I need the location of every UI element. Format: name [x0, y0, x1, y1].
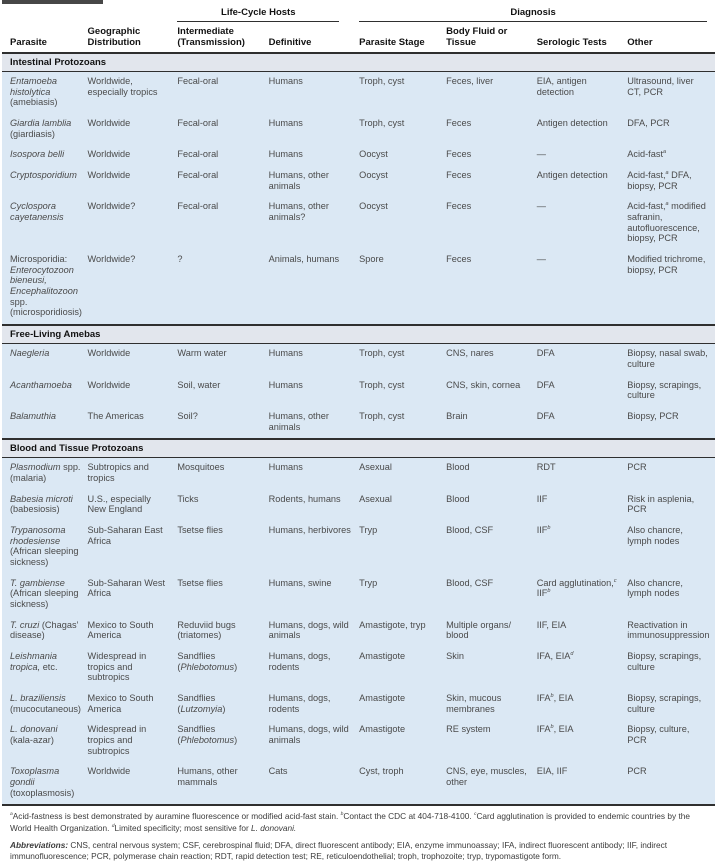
- column-header-body-fluid: Body Fluid or Tissue: [446, 22, 537, 53]
- table-cell: T. gambiense (African sleeping sickness): [2, 574, 88, 616]
- table-row: [2, 376, 715, 407]
- table-cell: Antigen detection: [537, 114, 628, 145]
- table-row: [2, 407, 715, 439]
- table-cell: —: [537, 197, 628, 250]
- table-cell: Amastigote: [359, 720, 446, 762]
- table-cell: EIA, IIF: [537, 762, 628, 805]
- table-cell: Cyclospora cayetanensis: [2, 197, 88, 250]
- section-header-row: [2, 439, 715, 458]
- table-cell: The Americas: [88, 407, 178, 439]
- table-cell: IIF: [537, 490, 628, 521]
- table-cell: RE system: [446, 720, 537, 762]
- table-cell: Skin, mucous membranes: [446, 689, 537, 720]
- table-cell: CNS, skin, cornea: [446, 376, 537, 407]
- table-cell: Blood: [446, 458, 537, 490]
- table-cell: Cats: [269, 762, 360, 805]
- table-cell: Multiple organs/ blood: [446, 616, 537, 647]
- table-row: [2, 166, 715, 197]
- table-cell: Naegleria: [2, 344, 88, 376]
- table-cell: Brain: [446, 407, 537, 439]
- table-cell: Troph, cyst: [359, 114, 446, 145]
- table-cell: Humans, dogs, wild animals: [269, 720, 360, 762]
- table-row: [2, 689, 715, 720]
- table-cell: Babesia microti (babesiosis): [2, 490, 88, 521]
- table-row: [2, 762, 715, 805]
- section-header-row: [2, 53, 715, 72]
- table-cell: Biopsy, culture, PCR: [627, 720, 715, 762]
- table-cell: Troph, cyst: [359, 72, 446, 115]
- table-cell: Subtropics and tropics: [88, 458, 178, 490]
- table-cell: Acid-fast,$^a$ DFA, biopsy, PCR: [627, 166, 715, 197]
- table-cell: Fecal-oral: [177, 197, 268, 250]
- table-cell: Animals, humans: [269, 250, 360, 325]
- table-cell: Fecal-oral: [177, 145, 268, 166]
- footnotes: [2, 806, 715, 862]
- table-cell: Feces: [446, 114, 537, 145]
- table-cell: Worldwide: [88, 762, 178, 805]
- table-cell: IFA$^b$, EIA: [537, 720, 628, 762]
- table-cell: Worldwide: [88, 344, 178, 376]
- column-header-parasite-stage: Parasite Stage: [359, 22, 446, 53]
- table-cell: Feces: [446, 250, 537, 325]
- table-cell: Fecal-oral: [177, 166, 268, 197]
- group-header-diagnosis: [359, 0, 715, 22]
- table-cell: DFA: [537, 407, 628, 439]
- table-row: [2, 574, 715, 616]
- table-cell: Feces: [446, 145, 537, 166]
- column-header-intermediate: Intermediate (Transmission): [177, 22, 268, 53]
- table-cell: Reactivation in immunosuppression: [627, 616, 715, 647]
- table-cell: Biopsy, scrapings, culture: [627, 376, 715, 407]
- table-cell: Modified trichrome, biopsy, PCR: [627, 250, 715, 325]
- table-cell: L. braziliensis (mucocutaneous): [2, 689, 88, 720]
- group-header-diagnosis-label: Diagnosis: [359, 7, 707, 22]
- table-cell: Biopsy, scrapings, culture: [627, 689, 715, 720]
- table-cell: Soil?: [177, 407, 268, 439]
- table-cell: Asexual: [359, 490, 446, 521]
- table-cell: Worldwide, especially tropics: [88, 72, 178, 115]
- table-cell: Biopsy, PCR: [627, 407, 715, 439]
- table-cell: Mexico to South America: [88, 616, 178, 647]
- table-cell: Sandflies (Phlebotomus): [177, 647, 268, 689]
- table-cell: Tsetse flies: [177, 521, 268, 574]
- table-cell: IIF, EIA: [537, 616, 628, 647]
- table-cell: Card agglutination,$^c$ IIF$^b$: [537, 574, 628, 616]
- column-header-geographic-distribution: Geographic Distribution: [88, 22, 178, 53]
- table-cell: Fecal-oral: [177, 114, 268, 145]
- section-title: Blood and Tissue Protozoans: [2, 439, 715, 458]
- table-cell: Troph, cyst: [359, 344, 446, 376]
- column-header-definitive: Definitive: [269, 22, 360, 53]
- table-cell: Humans, dogs, rodents: [269, 689, 360, 720]
- table-cell: Ticks: [177, 490, 268, 521]
- table-cell: Humans: [269, 458, 360, 490]
- footnote-letters: $^a$Acid-fastness is best demonstrated by auramine fluorescence or modified acid-fast stain. $^b$Contact the CDC at 404-718-4100. $^c$Card agglutination is provided to endemic countries by the World Health Organization. $^d$Limited specificity; most sensitive for L. donovani.: [10, 811, 690, 833]
- table-cell: Humans: [269, 72, 360, 115]
- table-cell: CNS, eye, muscles, other: [446, 762, 537, 805]
- table-cell: Worldwide: [88, 114, 178, 145]
- table-row: [2, 197, 715, 250]
- table-cell: Feces: [446, 197, 537, 250]
- table-cell: Amastigote: [359, 689, 446, 720]
- table-cell: Soil, water: [177, 376, 268, 407]
- table-cell: Worldwide?: [88, 250, 178, 325]
- section-header-row: [2, 325, 715, 344]
- table-cell: U.S., especially New England: [88, 490, 178, 521]
- table-cell: Humans, other animals: [269, 166, 360, 197]
- table-cell: CNS, nares: [446, 344, 537, 376]
- table-cell: Worldwide: [88, 166, 178, 197]
- table-cell: Amastigote: [359, 647, 446, 689]
- table-cell: Troph, cyst: [359, 407, 446, 439]
- table-cell: Also chancre, lymph nodes: [627, 521, 715, 574]
- table-cell: Tryp: [359, 521, 446, 574]
- table-cell: L. donovani (kala-azar): [2, 720, 88, 762]
- table-cell: Humans: [269, 376, 360, 407]
- table-cell: PCR: [627, 458, 715, 490]
- table-cell: Isospora belli: [2, 145, 88, 166]
- table-cell: Troph, cyst: [359, 376, 446, 407]
- table-cell: Giardia lamblia (giardiasis): [2, 114, 88, 145]
- table-cell: Rodents, humans: [269, 490, 360, 521]
- table-cell: Worldwide?: [88, 197, 178, 250]
- table-cell: RDT: [537, 458, 628, 490]
- table-cell: Plasmodium spp. (malaria): [2, 458, 88, 490]
- table-cell: Humans, other animals: [269, 407, 360, 439]
- table-cell: Spore: [359, 250, 446, 325]
- table-cell: Humans: [269, 145, 360, 166]
- table-cell: Tryp: [359, 574, 446, 616]
- table-cell: Biopsy, scrapings, culture: [627, 647, 715, 689]
- column-header-row: [2, 22, 715, 53]
- table-cell: Entamoeba histolytica (amebiasis): [2, 72, 88, 115]
- table-row: [2, 458, 715, 490]
- table-cell: Humans: [269, 114, 360, 145]
- table-cell: Humans, dogs, rodents: [269, 647, 360, 689]
- table-row: [2, 72, 715, 115]
- table-cell: Humans, swine: [269, 574, 360, 616]
- table-cell: Toxoplasma gondii (toxoplasmosis): [2, 762, 88, 805]
- table-cell: Tsetse flies: [177, 574, 268, 616]
- table-cell: Sub-Saharan East Africa: [88, 521, 178, 574]
- table-cell: Cryptosporidium: [2, 166, 88, 197]
- table-cell: T. cruzi (Chagas’ disease): [2, 616, 88, 647]
- table-cell: Amastigote, tryp: [359, 616, 446, 647]
- table-cell: DFA, PCR: [627, 114, 715, 145]
- table-row: [2, 616, 715, 647]
- table-top-edge-remnant: [2, 0, 103, 4]
- table-cell: Asexual: [359, 458, 446, 490]
- column-header-other: Other: [627, 22, 715, 53]
- group-header-row: [2, 0, 715, 22]
- table-row: [2, 647, 715, 689]
- table-section: [2, 53, 715, 325]
- table-cell: Feces: [446, 166, 537, 197]
- table-cell: PCR: [627, 762, 715, 805]
- table-cell: IFA$^b$, EIA: [537, 689, 628, 720]
- table-cell: Humans, other animals?: [269, 197, 360, 250]
- section-title: Free-Living Amebas: [2, 325, 715, 344]
- table-cell: Worldwide: [88, 145, 178, 166]
- table-cell: —: [537, 145, 628, 166]
- table-cell: Oocyst: [359, 166, 446, 197]
- table-cell: ?: [177, 250, 268, 325]
- table-cell: EIA, antigen detection: [537, 72, 628, 115]
- table-row: [2, 490, 715, 521]
- table-cell: Feces, liver: [446, 72, 537, 115]
- table-cell: Antigen detection: [537, 166, 628, 197]
- table-cell: Acid-fast$^a$: [627, 145, 715, 166]
- table-cell: Oocyst: [359, 145, 446, 166]
- table-cell: Microsporidia: Enterocytozoon bieneusi, Encephalitozoon spp. (microsporidiosis): [2, 250, 88, 325]
- table-cell: Humans, dogs, wild animals: [269, 616, 360, 647]
- group-header-lifecycle: [177, 0, 359, 22]
- table-row: [2, 145, 715, 166]
- section-title: Intestinal Protozoans: [2, 53, 715, 72]
- table-cell: Skin: [446, 647, 537, 689]
- table-cell: Reduviid bugs (triatomes): [177, 616, 268, 647]
- table-header: [2, 0, 715, 53]
- table-cell: Sub-Saharan West Africa: [88, 574, 178, 616]
- footnote-abbreviations: [10, 840, 707, 862]
- table-cell: Humans, herbivores: [269, 521, 360, 574]
- group-header-lifecycle-label: Life-Cycle Hosts: [177, 7, 339, 22]
- table-section: [2, 439, 715, 805]
- table-cell: Risk in asplenia, PCR: [627, 490, 715, 521]
- column-header-serologic-tests: Serologic Tests: [537, 22, 628, 53]
- column-header-parasite: Parasite: [2, 22, 88, 53]
- table-cell: Worldwide: [88, 376, 178, 407]
- table-cell: Mosquitoes: [177, 458, 268, 490]
- table-section: [2, 325, 715, 439]
- table-cell: Biopsy, nasal swab, culture: [627, 344, 715, 376]
- table-cell: Acanthamoeba: [2, 376, 88, 407]
- table-cell: Widespread in tropics and subtropics: [88, 720, 178, 762]
- table-cell: Cyst, troph: [359, 762, 446, 805]
- table-cell: Acid-fast,$^a$ modified safranin, autofluorescence, biopsy, PCR: [627, 197, 715, 250]
- table-cell: Humans: [269, 344, 360, 376]
- abbreviations-text: CNS, central nervous system; CSF, cerebrospinal fluid; DFA, direct fluorescent antibody; EIA, enzyme immunoassay; IFA, indirect fluorescent antibody; IIF, indirect immunofluorescence; PCR, polymerase chain reaction; RDT, rapid detection test; RE, reticuloendothelial; troph, trophozoite; tryp, trypomastigote form.: [10, 839, 668, 861]
- table-cell: —: [537, 250, 628, 325]
- table-row: [2, 344, 715, 376]
- parasite-table: [2, 0, 715, 806]
- table-cell: IIF$^b$: [537, 521, 628, 574]
- table-cell: Humans, other mammals: [177, 762, 268, 805]
- table-row: [2, 720, 715, 762]
- table-cell: Widespread in tropics and subtropics: [88, 647, 178, 689]
- table-cell: Blood, CSF: [446, 521, 537, 574]
- table-cell: Oocyst: [359, 197, 446, 250]
- table-cell: Also chancre, lymph nodes: [627, 574, 715, 616]
- table-cell: Ultrasound, liver CT, PCR: [627, 72, 715, 115]
- table-cell: IFA, EIA$^d$: [537, 647, 628, 689]
- table-cell: Warm water: [177, 344, 268, 376]
- table-cell: Trypanosoma rhodesiense (African sleeping sickness): [2, 521, 88, 574]
- table-cell: Blood: [446, 490, 537, 521]
- table-cell: Sandflies (Phlebotomus): [177, 720, 268, 762]
- table-row: [2, 114, 715, 145]
- table-cell: Blood, CSF: [446, 574, 537, 616]
- table-cell: Sandflies (Lutzomyia): [177, 689, 268, 720]
- table-cell: Fecal-oral: [177, 72, 268, 115]
- abbreviations-label: Abbreviations:: [10, 839, 69, 850]
- table-cell: Balamuthia: [2, 407, 88, 439]
- table-row: [2, 250, 715, 325]
- table-cell: DFA: [537, 344, 628, 376]
- table-cell: DFA: [537, 376, 628, 407]
- table-cell: Mexico to South America: [88, 689, 178, 720]
- table-row: [2, 521, 715, 574]
- table-cell: Leishmania tropica, etc.: [2, 647, 88, 689]
